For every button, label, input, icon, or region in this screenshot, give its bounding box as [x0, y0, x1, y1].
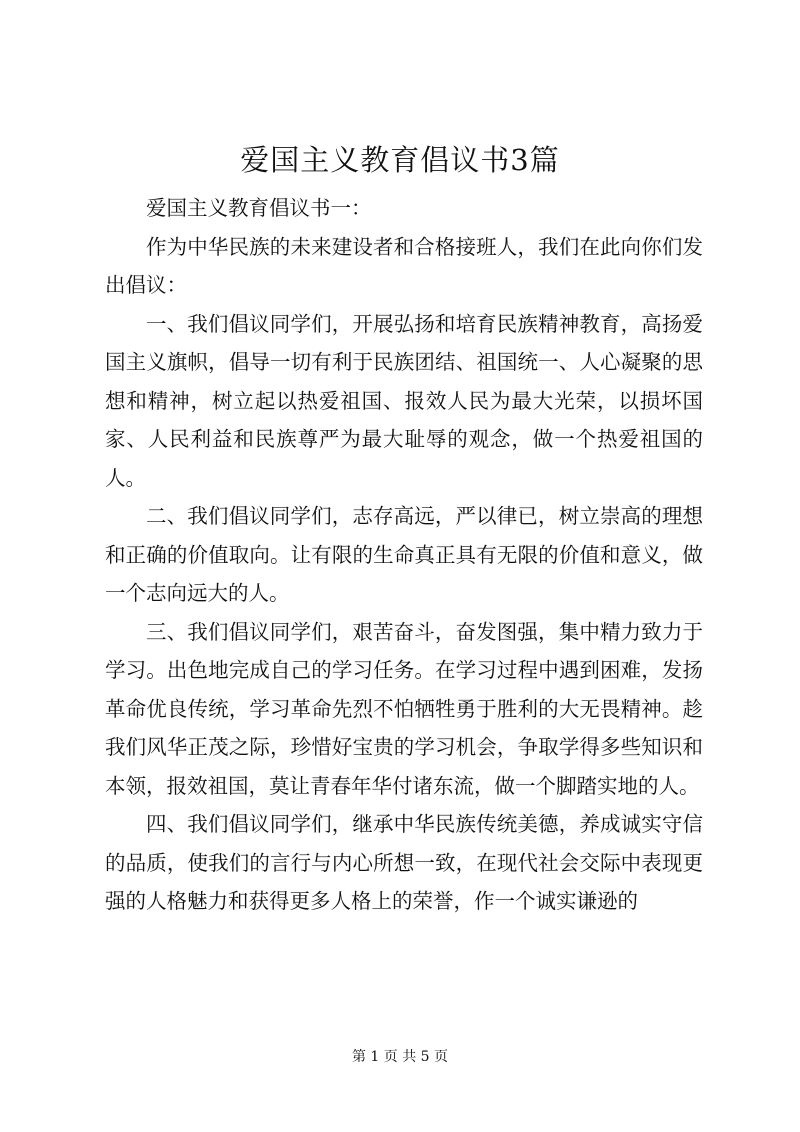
paragraph-intro: 作为中华民族的未来建设者和合格接班人，我们在此向你们发出倡议： — [105, 234, 703, 297]
section-heading: 爱国主义教育倡议书一： — [146, 196, 372, 220]
paragraph-point-1: 一、我们倡议同学们，开展弘扬和培育民族精神教育，高扬爱国主义旗帜，倡导一切有利于民族团结、祖国统一、人心凝聚的思想和精神，树立起以热爱祖国、报效人民为最大光荣，以损坏国家、人民利益和民族尊严为最大耻辱的观念，做一个热爱祖国的人。 — [105, 311, 703, 490]
paragraph-point-3: 三、我们倡议同学们，艰苦奋斗，奋发图强，集中精力致力于学习。出色地完成自己的学习任务。在学习过程中遇到困难，发扬革命优良传统，学习革命先烈不怕牺牲勇于胜利的大无畏精神。趁我们风华正茂之际，珍惜好宝贵的学习机会，争取学得多些知识和本领，报效祖国，莫让青春年华付诸东流，做一个脚踏实地的人。 — [105, 619, 703, 798]
document-title: 爱国主义教育倡议书3篇 — [240, 143, 560, 177]
paragraph-point-4: 四、我们倡议同学们，继承中华民族传统美德，养成诚实守信的品质，使我们的言行与内心所想一致，在现代社会交际中表现更强的人格魅力和获得更多人格上的荣誉，作一个诚实谦逊的 — [105, 812, 703, 913]
paragraph-point-2: 二、我们倡议同学们，志存高远，严以律已，树立崇高的理想和正确的价值取向。让有限的生命真正具有无限的价值和意义，做一个志向远大的人。 — [105, 504, 703, 605]
page-footer: 第 1 页 共 5 页 — [351, 1049, 449, 1065]
document-body — [105, 189, 703, 921]
